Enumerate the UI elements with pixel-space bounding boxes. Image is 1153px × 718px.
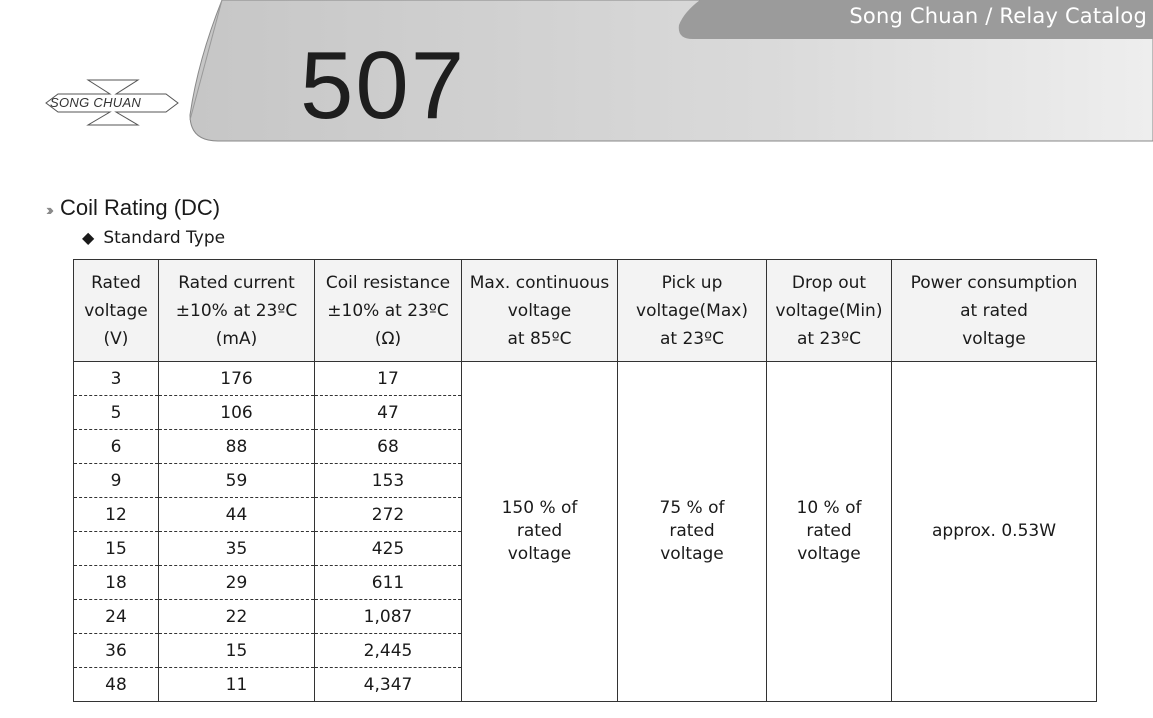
- cell-resistance: 1,087: [315, 600, 462, 634]
- logo-text: SONG CHUAN: [50, 95, 142, 110]
- cell-resistance: 272: [315, 498, 462, 532]
- coil-rating-table: [73, 259, 1097, 702]
- cell-current: 106: [159, 396, 315, 430]
- cell-current: 22: [159, 600, 315, 634]
- cell-resistance: 17: [315, 362, 462, 396]
- cell-current: 59: [159, 464, 315, 498]
- model-number: 507: [300, 32, 467, 139]
- header-rated-current: Rated current ±10% at 23ºC (mA): [159, 260, 315, 362]
- cell-current: 176: [159, 362, 315, 396]
- cell-voltage: 24: [74, 600, 159, 634]
- cell-voltage: 9: [74, 464, 159, 498]
- cell-drop-out-voltage: 10 % of rated voltage: [767, 362, 892, 702]
- cell-resistance: 47: [315, 396, 462, 430]
- cell-resistance: 2,445: [315, 634, 462, 668]
- catalog-title: Song Chuan / Relay Catalog: [849, 4, 1147, 28]
- cell-voltage: 15: [74, 532, 159, 566]
- cell-resistance: 425: [315, 532, 462, 566]
- section-heading-text: Coil Rating (DC): [59, 195, 221, 220]
- cell-current: 15: [159, 634, 315, 668]
- sub-heading-text: Standard Type: [103, 228, 226, 248]
- cell-current: 29: [159, 566, 315, 600]
- cell-resistance: 611: [315, 566, 462, 600]
- cell-current: 88: [159, 430, 315, 464]
- cell-pick-up-voltage: 75 % of rated voltage: [618, 362, 767, 702]
- sub-heading: [82, 228, 225, 248]
- cell-resistance: 153: [315, 464, 462, 498]
- section-heading: [46, 195, 220, 221]
- triple-chevron-icon: ›››: [46, 202, 50, 219]
- cell-current: 11: [159, 668, 315, 702]
- header-max-continuous-voltage: Max. continuous voltage at 85ºC: [462, 260, 618, 362]
- cell-current: 35: [159, 532, 315, 566]
- cell-current: 44: [159, 498, 315, 532]
- table-header-row: [74, 260, 1097, 362]
- header-pick-up-voltage: Pick up voltage(Max) at 23ºC: [618, 260, 767, 362]
- cell-voltage: 6: [74, 430, 159, 464]
- cell-resistance: 4,347: [315, 668, 462, 702]
- cell-max-continuous-voltage: 150 % of rated voltage: [462, 362, 618, 702]
- header-power-consumption: Power consumption at rated voltage: [892, 260, 1097, 362]
- header-drop-out-voltage: Drop out voltage(Min) at 23ºC: [767, 260, 892, 362]
- header-coil-resistance: Coil resistance ±10% at 23ºC (Ω): [315, 260, 462, 362]
- table-row: [74, 362, 1097, 396]
- cell-voltage: 5: [74, 396, 159, 430]
- diamond-bullet-icon: ◆: [82, 228, 95, 247]
- cell-resistance: 68: [315, 430, 462, 464]
- cell-power-consumption: approx. 0.53W: [892, 362, 1097, 702]
- cell-voltage: 18: [74, 566, 159, 600]
- cell-voltage: 36: [74, 634, 159, 668]
- header-rated-voltage: Rated voltage (V): [74, 260, 159, 362]
- cell-voltage: 48: [74, 668, 159, 702]
- cell-voltage: 3: [74, 362, 159, 396]
- cell-voltage: 12: [74, 498, 159, 532]
